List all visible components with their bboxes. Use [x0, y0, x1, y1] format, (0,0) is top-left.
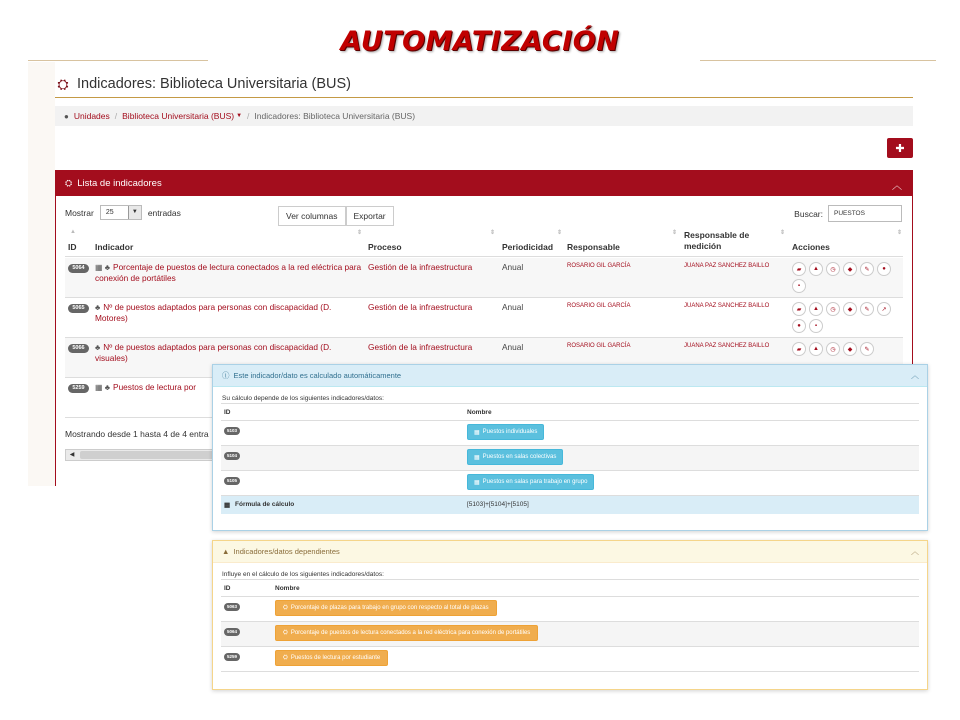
row-actions — [792, 262, 892, 293]
id-badge: 5064 — [224, 628, 240, 636]
calculation-table-header — [221, 403, 919, 421]
search-control — [794, 205, 902, 222]
responsible-link[interactable]: ROSARIO GIL GARCÍA — [567, 343, 631, 349]
page-title: Indicadores: Biblioteca Universitaria (BUS) — [77, 75, 351, 92]
dependency-button[interactable]: ▦ Puestos en salas para trabajo en grupo — [467, 474, 594, 490]
table-info: Mostrando desde 1 hasta 4 de 4 entra — [65, 429, 209, 439]
indicator-link[interactable]: ♣ Nº de puestos adaptados para personas con discapacidad (D. Motores) — [95, 302, 332, 323]
id-badge: 5105 — [224, 477, 240, 485]
calculation-table — [221, 403, 919, 514]
responsible-link[interactable]: ROSARIO GIL GARCÍA — [567, 303, 631, 309]
dependency-button[interactable]: ▦ Puestos en salas colectivas — [467, 449, 563, 465]
table-row — [221, 622, 919, 647]
periodicity: Anual — [502, 342, 524, 352]
export-button[interactable]: Exportar — [346, 206, 394, 226]
column-header: Nombre — [467, 409, 492, 416]
process-link[interactable]: Gestión de la infraestructura — [368, 262, 473, 272]
caret-down-icon[interactable]: ▼ — [236, 113, 243, 119]
dependents-table-header — [221, 579, 919, 597]
sort-icon: ⇕ — [557, 230, 563, 236]
page-length-value: 25 — [105, 209, 114, 216]
edit-icon[interactable]: ✎ — [860, 342, 874, 356]
id-badge: 5066 — [68, 344, 89, 353]
slide-title: AUTOMATIZACIÓN — [340, 26, 620, 57]
dependents-panel-title: Indicadores/datos dependientes — [233, 547, 340, 556]
panel-title: Lista de indicadores — [77, 178, 162, 189]
periodicity: Anual — [502, 302, 524, 312]
table-row — [221, 597, 919, 622]
calculation-subtitle: Su cálculo depende de los siguientes indicadores/datos: — [222, 395, 384, 402]
edit-icon[interactable]: ✎ — [860, 302, 874, 316]
indicator-link[interactable]: ▦ ♣ Puestos de lectura por — [95, 382, 197, 392]
folder-icon[interactable]: ▰ — [792, 262, 806, 276]
table-row — [221, 446, 919, 471]
formula-label: Fórmula de cálculo — [235, 501, 295, 508]
trash-icon[interactable]: ▪ — [809, 319, 823, 333]
calculator-icon: ▦ — [224, 502, 231, 509]
column-header[interactable]: Indicador — [95, 242, 134, 252]
warning-icon: ▲ — [222, 547, 230, 556]
clock-icon[interactable]: ◷ — [826, 262, 840, 276]
dependent-button[interactable]: ⛭ Porcentaje de puestos de lectura conectados a la red eléctrica para conexión de portátiles — [275, 625, 538, 641]
dependent-button[interactable]: ⛭ Porcentaje de plazas para trabajo en grupo con respecto al total de plazas — [275, 600, 497, 616]
id-badge: 5103 — [224, 427, 240, 435]
page-length-select[interactable] — [100, 205, 142, 220]
folder-icon[interactable]: ▰ — [792, 342, 806, 356]
measurement-responsible-link[interactable]: JUANA PAZ SANCHEZ BAILLO — [684, 303, 770, 309]
calculation-panel — [212, 364, 928, 531]
columns-button[interactable]: Ver columnas — [278, 206, 346, 226]
measurement-responsible-link[interactable]: JUANA PAZ SANCHEZ BAILLO — [684, 343, 770, 349]
tag-icon[interactable]: ◆ — [843, 262, 857, 276]
measurement-responsible-link[interactable]: JUANA PAZ SANCHEZ BAILLO — [684, 263, 770, 269]
search-label: Buscar: — [794, 208, 823, 219]
formula-row — [221, 496, 919, 514]
trash-icon[interactable]: ▪ — [792, 279, 806, 293]
table-row — [65, 298, 903, 338]
id-badge: 5259 — [224, 653, 240, 661]
indicator-link[interactable]: ♣ Nº de puestos adaptados para personas con discapacidad (D. visuales) — [95, 342, 332, 363]
sort-icon: ⇕ — [780, 230, 786, 236]
sort-icon: ⇕ — [357, 230, 363, 236]
dashboard-icon: ⛭ — [283, 604, 288, 611]
folder-icon[interactable]: ▰ — [792, 302, 806, 316]
map-pin-icon: ● — [64, 111, 69, 121]
column-header[interactable]: Responsable de medición — [684, 230, 750, 251]
dependents-panel-header — [213, 541, 927, 563]
column-header[interactable]: ID — [68, 242, 77, 252]
search-input[interactable]: PUESTOS — [828, 205, 902, 222]
breadcrumb-current: Indicadores: Biblioteca Universitaria (BUS) — [254, 111, 416, 121]
table-buttons — [278, 206, 394, 226]
row-actions — [792, 342, 892, 356]
dashboard-icon: ⛭ — [65, 178, 73, 188]
calculator-icon: ▦ — [474, 479, 480, 486]
show-label: Mostrar — [65, 207, 94, 218]
table-row — [65, 258, 903, 298]
id-badge: 5065 — [68, 304, 89, 313]
column-header: ID — [224, 409, 231, 416]
indicators-panel-header — [56, 171, 912, 196]
breadcrumb-library[interactable]: Biblioteca Universitaria (BUS) — [122, 111, 235, 121]
calculator-icon: ▦ — [474, 429, 480, 436]
dashboard-icon: ⛭ — [283, 654, 288, 661]
id-badge: 5063 — [224, 603, 240, 611]
id-badge: 5104 — [224, 452, 240, 460]
column-header[interactable]: Proceso — [368, 242, 402, 252]
dependents-panel — [212, 540, 928, 690]
id-badge: 5259 — [68, 384, 89, 393]
calculation-panel-header — [213, 365, 927, 387]
calculator-icon: ▦ ♣ — [95, 383, 111, 392]
breadcrumb-separator: / — [247, 111, 250, 121]
add-indicator-button[interactable] — [887, 138, 913, 158]
sort-icon: ⇕ — [897, 230, 903, 236]
info-icon: ⓘ — [222, 371, 230, 380]
column-header: Nombre — [275, 585, 300, 592]
page-header — [55, 70, 913, 98]
chart-icon[interactable]: ▲ — [809, 342, 823, 356]
dashboard-icon: ⛭ — [283, 629, 288, 636]
periodicity: Anual — [502, 262, 524, 272]
chevron-up-icon[interactable]: ︿ — [911, 547, 919, 556]
breadcrumb-units[interactable]: Unidades — [73, 111, 110, 121]
sort-icon: ⇕ — [672, 230, 678, 236]
calculation-panel-title: Este indicador/dato es calculado automáticamente — [233, 371, 402, 380]
column-header: ID — [224, 585, 231, 592]
responsible-link[interactable]: ROSARIO GIL GARCÍA — [567, 263, 631, 269]
sort-asc-icon: ▲ — [70, 229, 76, 235]
dependent-button[interactable]: ⛭ Puestos de lectura por estudiante — [275, 650, 388, 666]
process-link[interactable]: Gestión de la infraestructura — [368, 302, 473, 312]
caret-down-icon: ▼ — [128, 206, 141, 219]
breadcrumb — [55, 106, 913, 126]
sort-icon: ⇕ — [490, 230, 496, 236]
plus-circle-icon: ✚ — [895, 142, 905, 155]
clock-icon[interactable]: ◷ — [826, 302, 840, 316]
external-link-icon[interactable]: ↗ — [877, 302, 891, 316]
edit-icon[interactable]: ✎ — [860, 262, 874, 276]
dependency-button[interactable]: ▦ Puestos individuales — [467, 424, 544, 440]
dependents-subtitle: Influye en el cálculo de los siguientes indicadores/datos: — [222, 571, 384, 578]
calculator-icon: ▦ — [474, 454, 480, 461]
table-row — [221, 471, 919, 496]
sitemap-icon: ♣ — [95, 343, 101, 352]
length-control — [65, 205, 181, 220]
column-header: Acciones — [792, 242, 830, 252]
tag-icon[interactable]: ◆ — [843, 302, 857, 316]
chart-icon[interactable]: ▲ — [809, 302, 823, 316]
scroll-left-icon[interactable]: ◀ — [69, 452, 75, 458]
title-divider-right — [700, 60, 936, 61]
dependents-table — [221, 579, 919, 672]
table-header — [65, 229, 903, 257]
process-link[interactable]: Gestión de la infraestructura — [368, 342, 473, 352]
chevron-up-icon[interactable]: ︿ — [911, 371, 919, 380]
column-header[interactable]: Responsable — [567, 242, 620, 252]
calculator-icon: ▦ ♣ — [95, 263, 111, 272]
breadcrumb-separator: / — [114, 111, 118, 121]
sitemap-icon: ♣ — [95, 303, 101, 312]
table-row — [221, 421, 919, 446]
entries-label: entradas — [147, 207, 181, 218]
tag-icon[interactable]: ◆ — [843, 342, 857, 356]
user-icon[interactable]: ● — [877, 262, 891, 276]
indicator-link[interactable]: ▦ ♣ Porcentaje de puestos de lectura conectados a la red eléctrica para conexión de portátiles — [95, 262, 362, 283]
clock-icon[interactable]: ◷ — [826, 342, 840, 356]
row-actions — [792, 302, 892, 333]
user-icon[interactable]: ● — [792, 319, 806, 333]
column-header[interactable]: Periodicidad — [502, 242, 554, 252]
dashboard-icon: ⛭ — [57, 75, 69, 92]
id-badge: 5064 — [68, 264, 89, 273]
title-divider-left — [28, 60, 208, 61]
chart-icon[interactable]: ▲ — [809, 262, 823, 276]
formula-value: [5103]+[5104]+[5105] — [467, 501, 529, 508]
chevron-up-icon[interactable]: ︿ — [892, 181, 902, 192]
table-row — [221, 647, 919, 672]
